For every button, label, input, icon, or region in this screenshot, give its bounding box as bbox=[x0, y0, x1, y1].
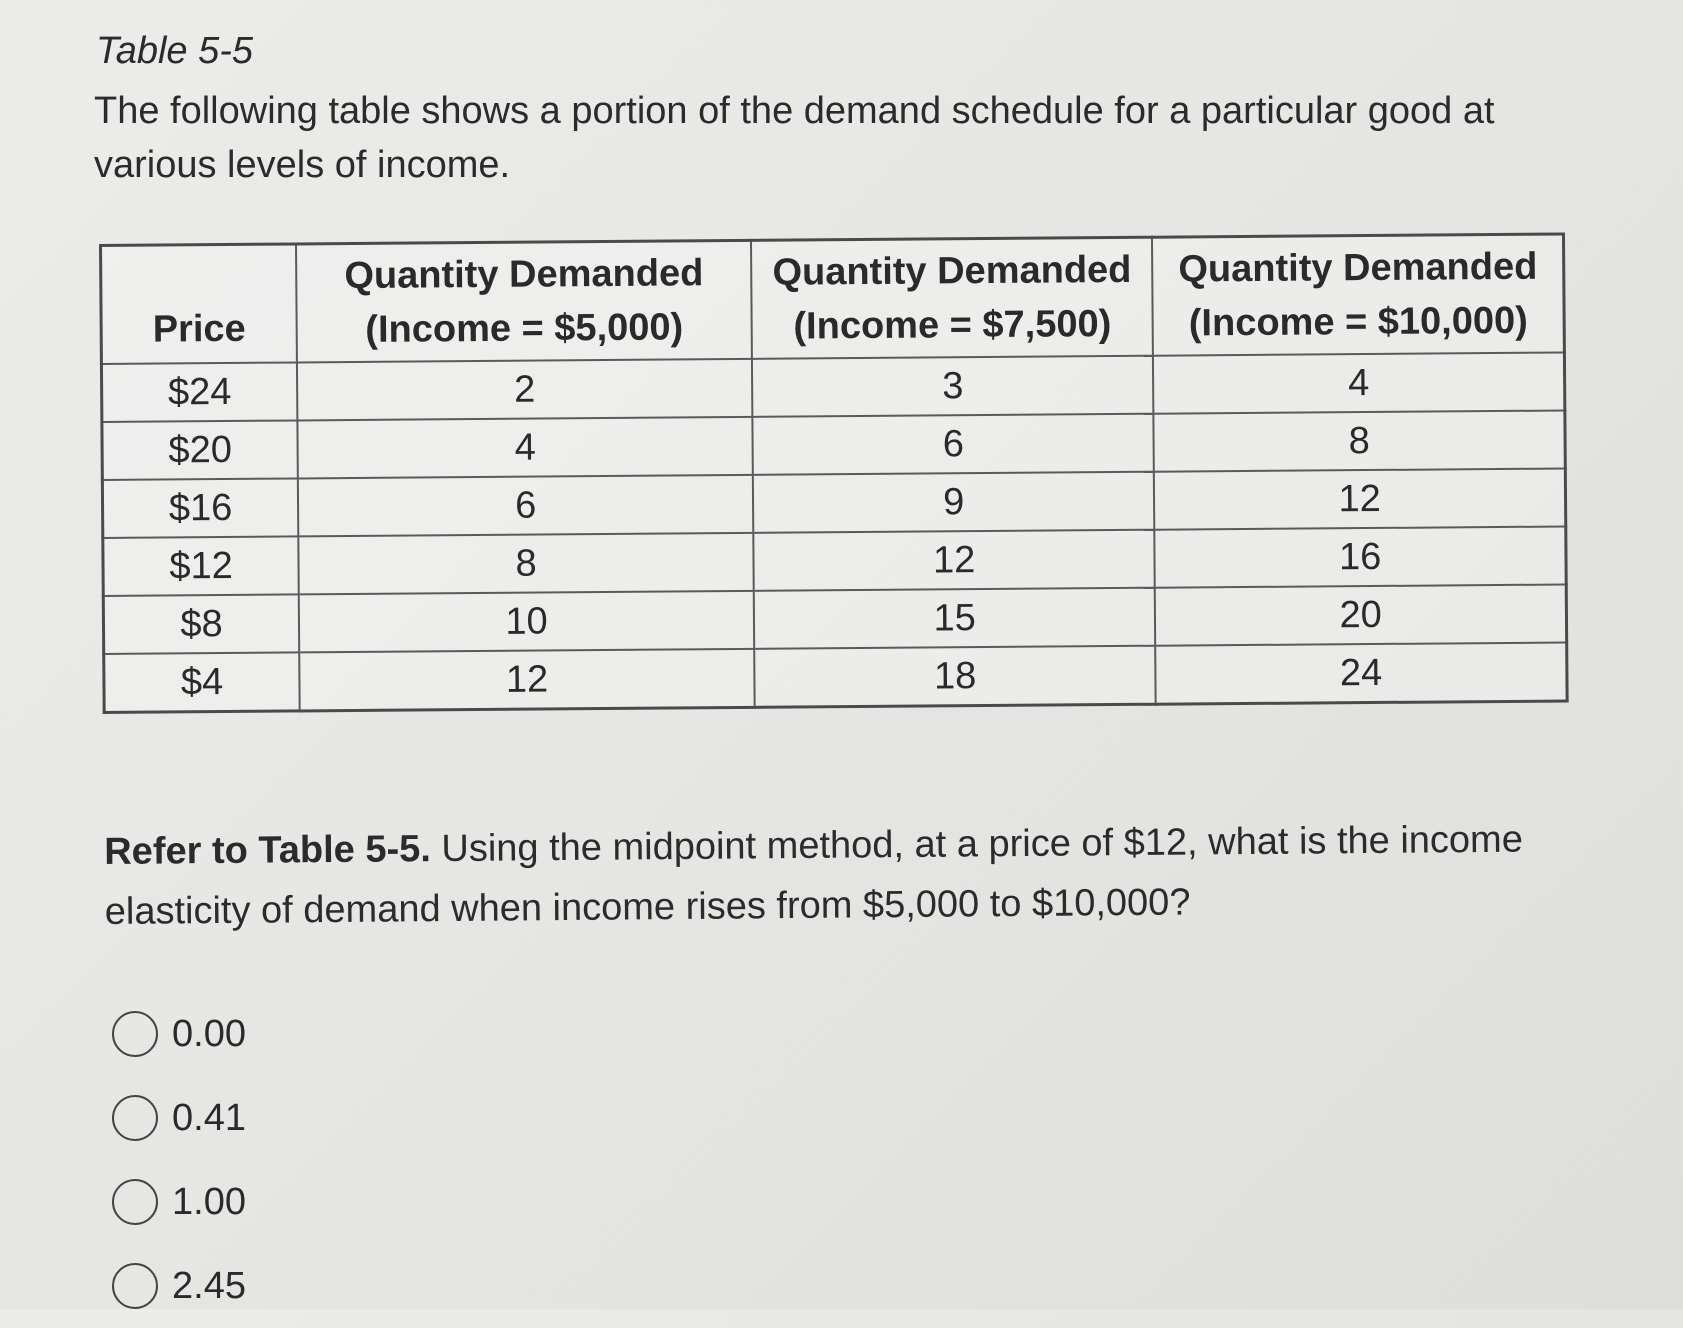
header-line2: (Income = $10,000) bbox=[1188, 299, 1528, 345]
answer-label: 2.45 bbox=[172, 1264, 246, 1307]
quantity-cell: 10 bbox=[299, 591, 754, 653]
question-reference: Refer to Table 5-5. bbox=[104, 828, 432, 873]
header-income-5000 bbox=[296, 240, 752, 362]
quantity-cell: 3 bbox=[752, 356, 1154, 417]
answer-label: 0.00 bbox=[172, 1012, 246, 1055]
price-cell: $8 bbox=[103, 594, 299, 654]
price-cell: $16 bbox=[102, 478, 298, 538]
header-income-7500 bbox=[751, 237, 1153, 359]
quantity-cell: 18 bbox=[754, 646, 1156, 708]
answer-options bbox=[112, 992, 246, 1328]
answer-option-1[interactable] bbox=[112, 1076, 246, 1160]
radio-button-icon[interactable] bbox=[112, 1011, 158, 1057]
header-line2: Price bbox=[152, 307, 246, 351]
quantity-cell: 6 bbox=[752, 414, 1154, 475]
price-cell: $4 bbox=[104, 652, 300, 712]
header-line1: Quantity Demanded bbox=[772, 248, 1132, 294]
header-line2: (Income = $5,000) bbox=[365, 306, 684, 351]
radio-button-icon[interactable] bbox=[112, 1179, 158, 1225]
quantity-cell: 6 bbox=[298, 475, 753, 537]
question-text bbox=[104, 809, 1575, 942]
quantity-cell: 9 bbox=[753, 472, 1155, 533]
quantity-cell: 12 bbox=[1154, 468, 1566, 529]
header-line1: Quantity Demanded bbox=[344, 252, 704, 298]
header-price bbox=[101, 244, 298, 364]
answer-option-0[interactable] bbox=[112, 992, 246, 1076]
answer-option-3[interactable] bbox=[112, 1244, 246, 1328]
quantity-cell: 4 bbox=[1153, 352, 1565, 413]
answer-label: 1.00 bbox=[172, 1180, 246, 1223]
price-cell: $12 bbox=[103, 536, 299, 596]
question-body: Using the midpoint method, at a price of $12, what is the income elasticity of demand when income rises from $5,000 to $10,000? bbox=[104, 818, 1524, 933]
quantity-cell: 2 bbox=[297, 359, 752, 421]
radio-button-icon[interactable] bbox=[112, 1095, 158, 1141]
answer-label: 0.41 bbox=[172, 1096, 246, 1139]
header-line1: Quantity Demanded bbox=[1178, 245, 1538, 291]
price-cell: $24 bbox=[101, 362, 297, 422]
answer-option-2[interactable] bbox=[112, 1160, 246, 1244]
quantity-cell: 20 bbox=[1155, 584, 1567, 645]
price-cell: $20 bbox=[102, 420, 298, 480]
quantity-cell: 4 bbox=[298, 417, 753, 479]
quantity-cell: 12 bbox=[753, 530, 1155, 591]
table-description: The following table shows a portion of the demand schedule for a particular good at various levels of income. bbox=[94, 90, 1495, 186]
quantity-cell: 8 bbox=[1154, 410, 1566, 471]
quantity-cell: 15 bbox=[754, 588, 1156, 649]
quantity-cell: 16 bbox=[1155, 526, 1567, 587]
quantity-cell: 12 bbox=[299, 649, 754, 711]
table-row bbox=[104, 642, 1567, 712]
radio-button-icon[interactable] bbox=[112, 1263, 158, 1309]
header-income-10000 bbox=[1152, 234, 1564, 356]
quantity-cell: 24 bbox=[1156, 642, 1568, 704]
table-title: Table 5-5 bbox=[96, 30, 254, 72]
demand-schedule-table bbox=[99, 232, 1569, 713]
quantity-cell: 8 bbox=[298, 533, 753, 595]
header-line2: (Income = $7,500) bbox=[793, 303, 1112, 348]
table-header-row bbox=[101, 234, 1565, 364]
